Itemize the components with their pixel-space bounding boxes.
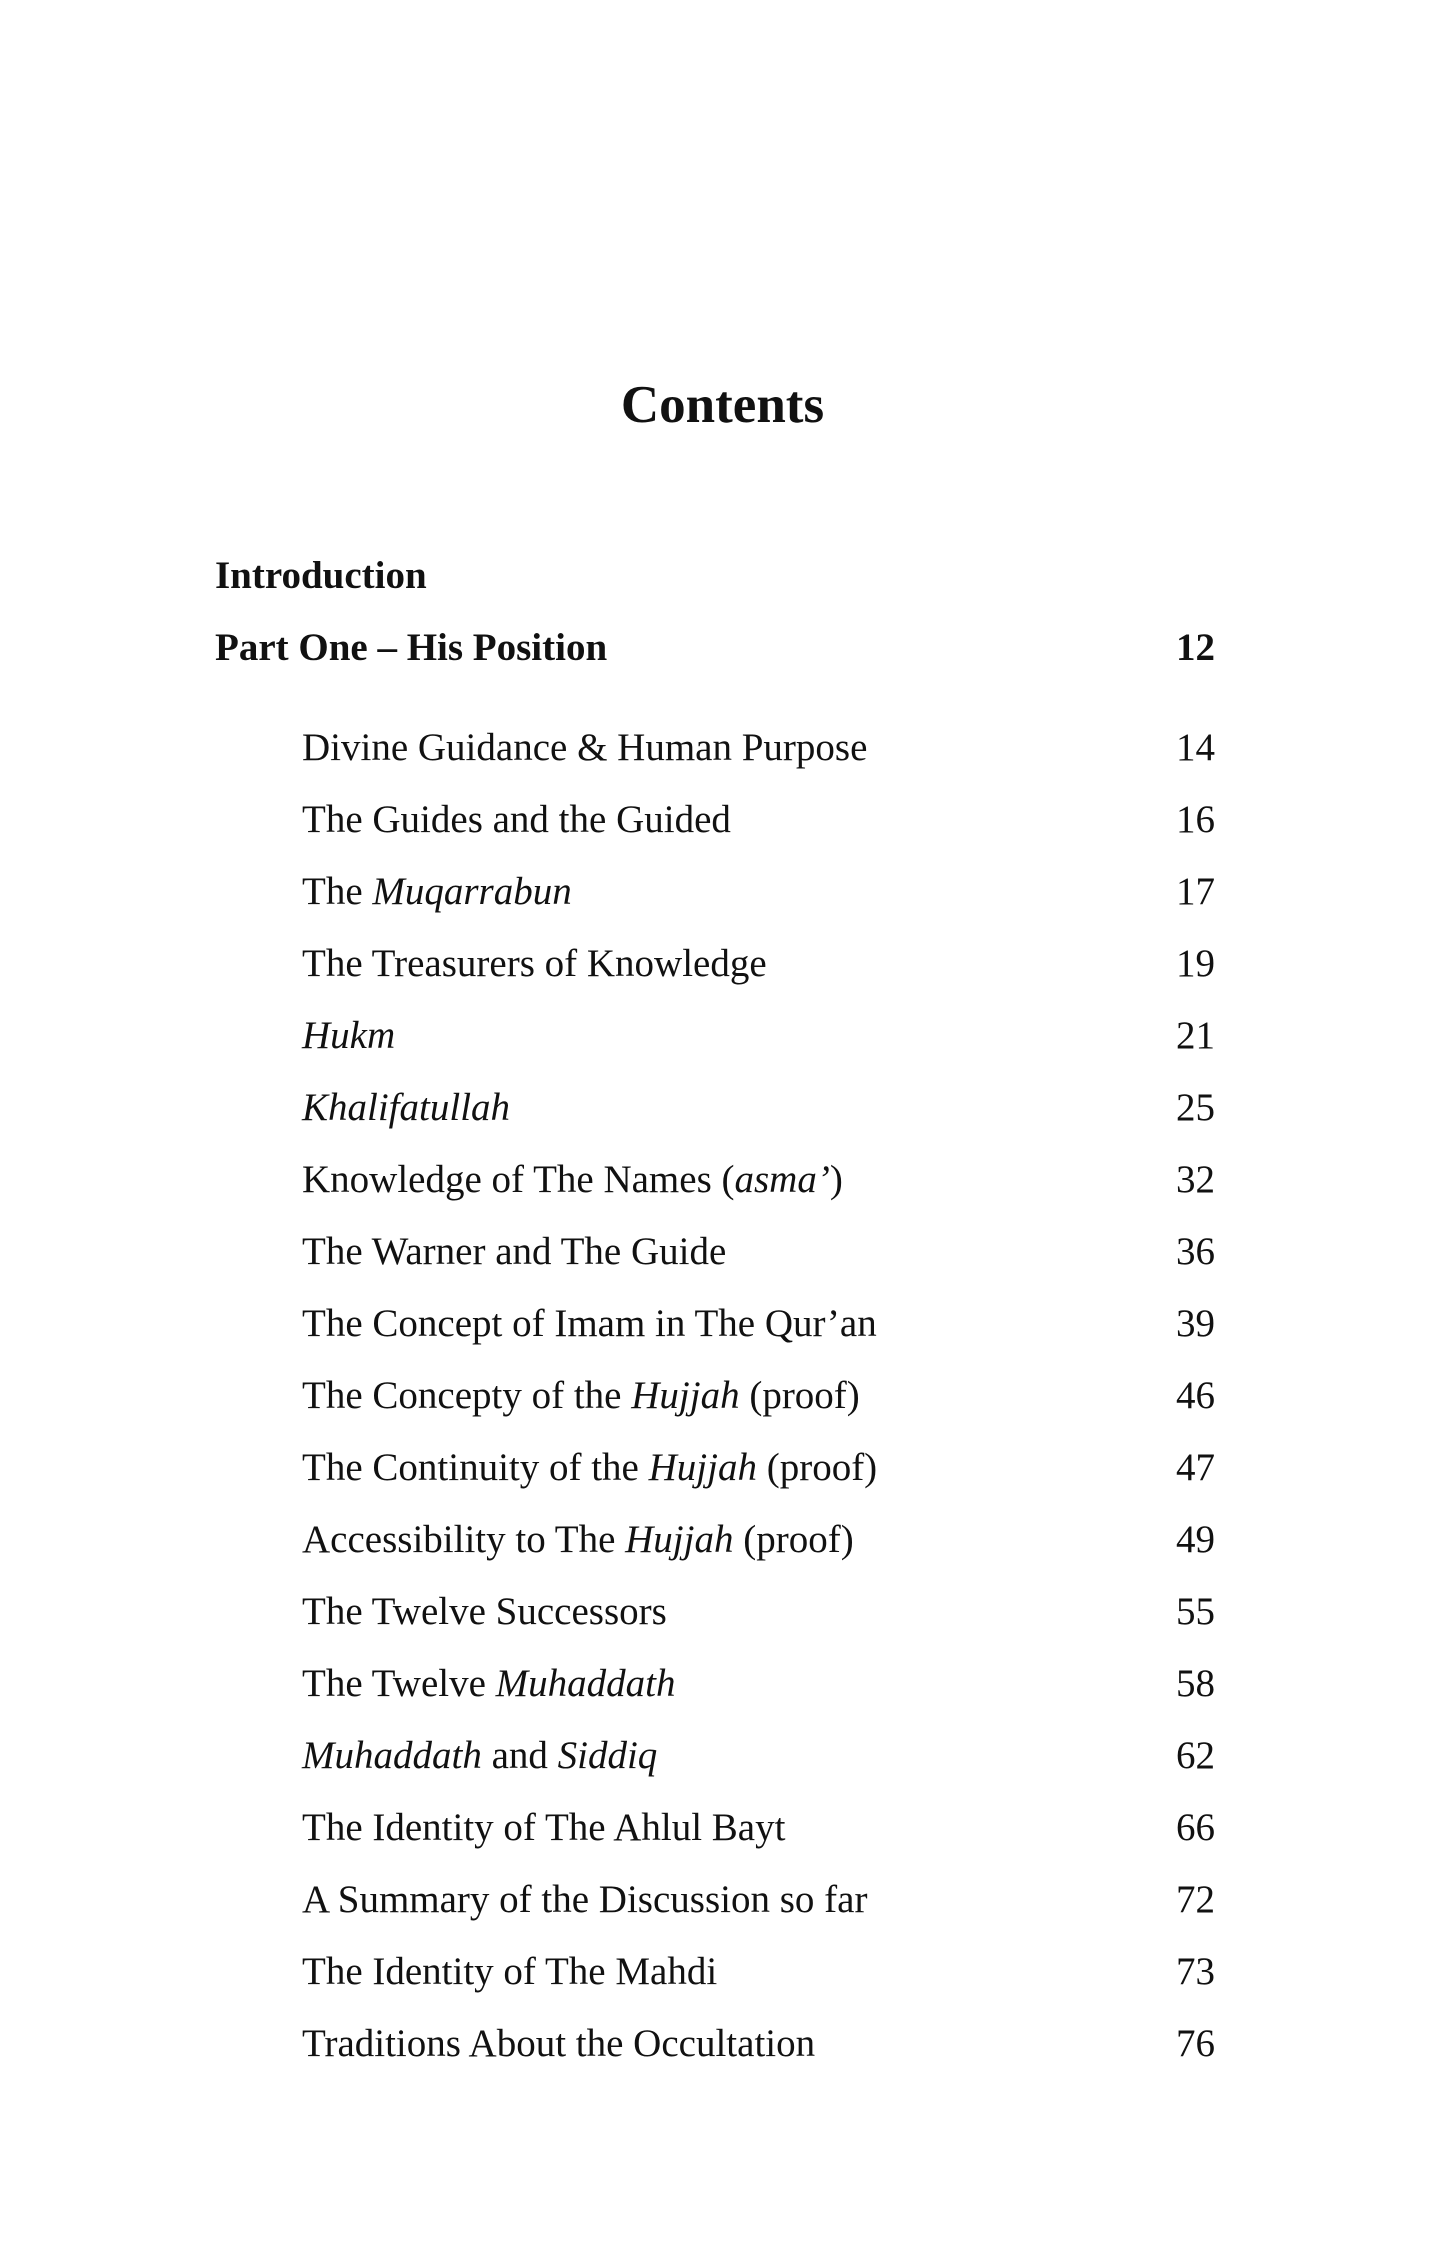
toc-entry[interactable]: [215, 1432, 1215, 1504]
toc-entry-label-italic: Hujjah: [631, 1374, 740, 1417]
toc-entry[interactable]: [215, 1864, 1215, 1936]
toc-entry-page: 19: [1176, 942, 1215, 985]
toc-entry-label: [302, 1936, 717, 2008]
toc-entry[interactable]: [215, 712, 1215, 784]
toc-entry-label: [302, 1864, 867, 1936]
toc-entry-label-text: The Concept of Imam in The Qur’an: [302, 1302, 877, 1345]
toc-entry-label: [302, 1144, 843, 1216]
toc-entry[interactable]: [215, 1360, 1215, 1432]
toc-entry[interactable]: [215, 1792, 1215, 1864]
toc-part-one[interactable]: [215, 612, 1215, 684]
toc-entry-page: 14: [1176, 726, 1215, 769]
toc-entry-label-text: (proof): [739, 1374, 860, 1417]
toc-entry[interactable]: [215, 784, 1215, 856]
toc-entry-label-italic: Muhaddath: [302, 1734, 482, 1777]
toc-entry-label-italic: asma’: [734, 1158, 830, 1201]
page-title: Contents: [620, 376, 825, 434]
toc-entry-page: 46: [1176, 1374, 1215, 1417]
toc-entry-label: [302, 1216, 726, 1288]
toc-entry-label: [302, 784, 731, 856]
toc-entry-label-italic: Khalifatullah: [302, 1086, 511, 1129]
toc-part-page: 12: [1176, 626, 1215, 669]
toc-part-introduction[interactable]: [215, 540, 1215, 612]
toc-entry-page: 76: [1176, 2022, 1215, 2065]
toc-entry-page: 39: [1176, 1302, 1215, 1345]
toc-entry[interactable]: [215, 1216, 1215, 1288]
toc-part-label: Part One – His Position: [215, 626, 608, 669]
toc-entry-label: [302, 1720, 657, 1792]
toc-entry-label: [302, 928, 767, 1000]
toc-entry-label-text: The Identity of The Ahlul Bayt: [302, 1806, 786, 1849]
toc-entry-page: 32: [1176, 1158, 1215, 1201]
toc-entry[interactable]: [215, 856, 1215, 928]
toc-entry-page: 47: [1176, 1446, 1215, 1489]
toc-entry-page: 17: [1176, 870, 1215, 913]
toc-entry-label: [302, 2008, 815, 2080]
toc-entry-page: 36: [1176, 1230, 1215, 1273]
toc-entry-label-text: Traditions About the Occultation: [302, 2022, 816, 2065]
toc-entry-label: [302, 1360, 860, 1432]
toc-entry[interactable]: [215, 1936, 1215, 2008]
toc-entry-label: [302, 1072, 510, 1144]
toc-entry[interactable]: [215, 1504, 1215, 1576]
toc-entry-label-text: The Continuity of the: [302, 1446, 649, 1489]
toc-entry[interactable]: [215, 1576, 1215, 1648]
toc-entry-label-text: ): [829, 1158, 843, 1201]
toc-entry-page: 55: [1176, 1590, 1215, 1633]
toc-entry-label-text: The Twelve: [302, 1662, 496, 1705]
toc-entry-page: 72: [1176, 1878, 1215, 1921]
toc-entry[interactable]: [215, 1000, 1215, 1072]
toc-entry-label-italic: Muhaddath: [495, 1662, 676, 1705]
toc-entry-label-italic: Hukm: [302, 1014, 396, 1057]
toc-entry[interactable]: [215, 2008, 1215, 2080]
toc-entry-label: [302, 1648, 675, 1720]
toc-entry-label-text: The Treasurers of Knowledge: [302, 942, 767, 985]
toc-entry-label: [302, 1288, 877, 1360]
toc-entry-label-text: and: [481, 1734, 558, 1777]
toc-entries: [215, 712, 1215, 2080]
toc-entry-label-italic: Hujjah: [648, 1446, 757, 1489]
toc-entry-label-italic: Siddiq: [557, 1734, 658, 1777]
toc-part-label: Introduction: [215, 554, 427, 597]
toc-entry-page: 49: [1176, 1518, 1215, 1561]
toc-entry-label: [302, 1792, 785, 1864]
toc-entry-label-text: The Identity of The Mahdi: [302, 1950, 718, 1993]
toc-entry[interactable]: [215, 928, 1215, 1000]
toc-entry[interactable]: [215, 1648, 1215, 1720]
toc-entry-label: [302, 1504, 854, 1576]
toc-entry-label-text: The Guides and the Guided: [302, 798, 731, 841]
toc-entry-page: 73: [1176, 1950, 1215, 1993]
toc-entry-page: 58: [1176, 1662, 1215, 1705]
toc-entry-label-italic: Muqarrabun: [372, 870, 572, 913]
toc-entry[interactable]: [215, 1720, 1215, 1792]
toc-entry-label-italic: Hujjah: [625, 1518, 734, 1561]
toc-entry-page: 21: [1176, 1014, 1215, 1057]
toc-entry-label-text: The: [302, 870, 373, 913]
toc-entry-label: [302, 712, 867, 784]
toc-entry-label-text: The Twelve Successors: [302, 1590, 667, 1633]
toc-entry-page: 25: [1176, 1086, 1215, 1129]
toc-entry-label-text: Accessibility to The: [302, 1518, 626, 1561]
toc-entry-label-text: The Concepty of the: [302, 1374, 632, 1417]
toc-entry-label-text: The Warner and The Guide: [302, 1230, 727, 1273]
toc-entry-page: 66: [1176, 1806, 1215, 1849]
table-of-contents: [215, 540, 1215, 2080]
toc-entry-label: [302, 1576, 667, 1648]
toc-entry-label: [302, 1432, 877, 1504]
toc-entry-label-text: (proof): [733, 1518, 854, 1561]
toc-entry-label: [302, 1000, 395, 1072]
toc-entry-page: 16: [1176, 798, 1215, 841]
toc-entry-label-text: (proof): [756, 1446, 878, 1489]
toc-entry[interactable]: [215, 1288, 1215, 1360]
toc-entry-label-text: Divine Guidance & Human Purpose: [302, 726, 868, 769]
toc-entry-label: [302, 856, 572, 928]
toc-entry-label-text: Knowledge of The Names (: [302, 1158, 735, 1201]
toc-entry[interactable]: [215, 1072, 1215, 1144]
toc-entry[interactable]: [215, 1144, 1215, 1216]
toc-entry-page: 62: [1176, 1734, 1215, 1777]
toc-entry-label-text: A Summary of the Discussion so far: [302, 1878, 868, 1921]
